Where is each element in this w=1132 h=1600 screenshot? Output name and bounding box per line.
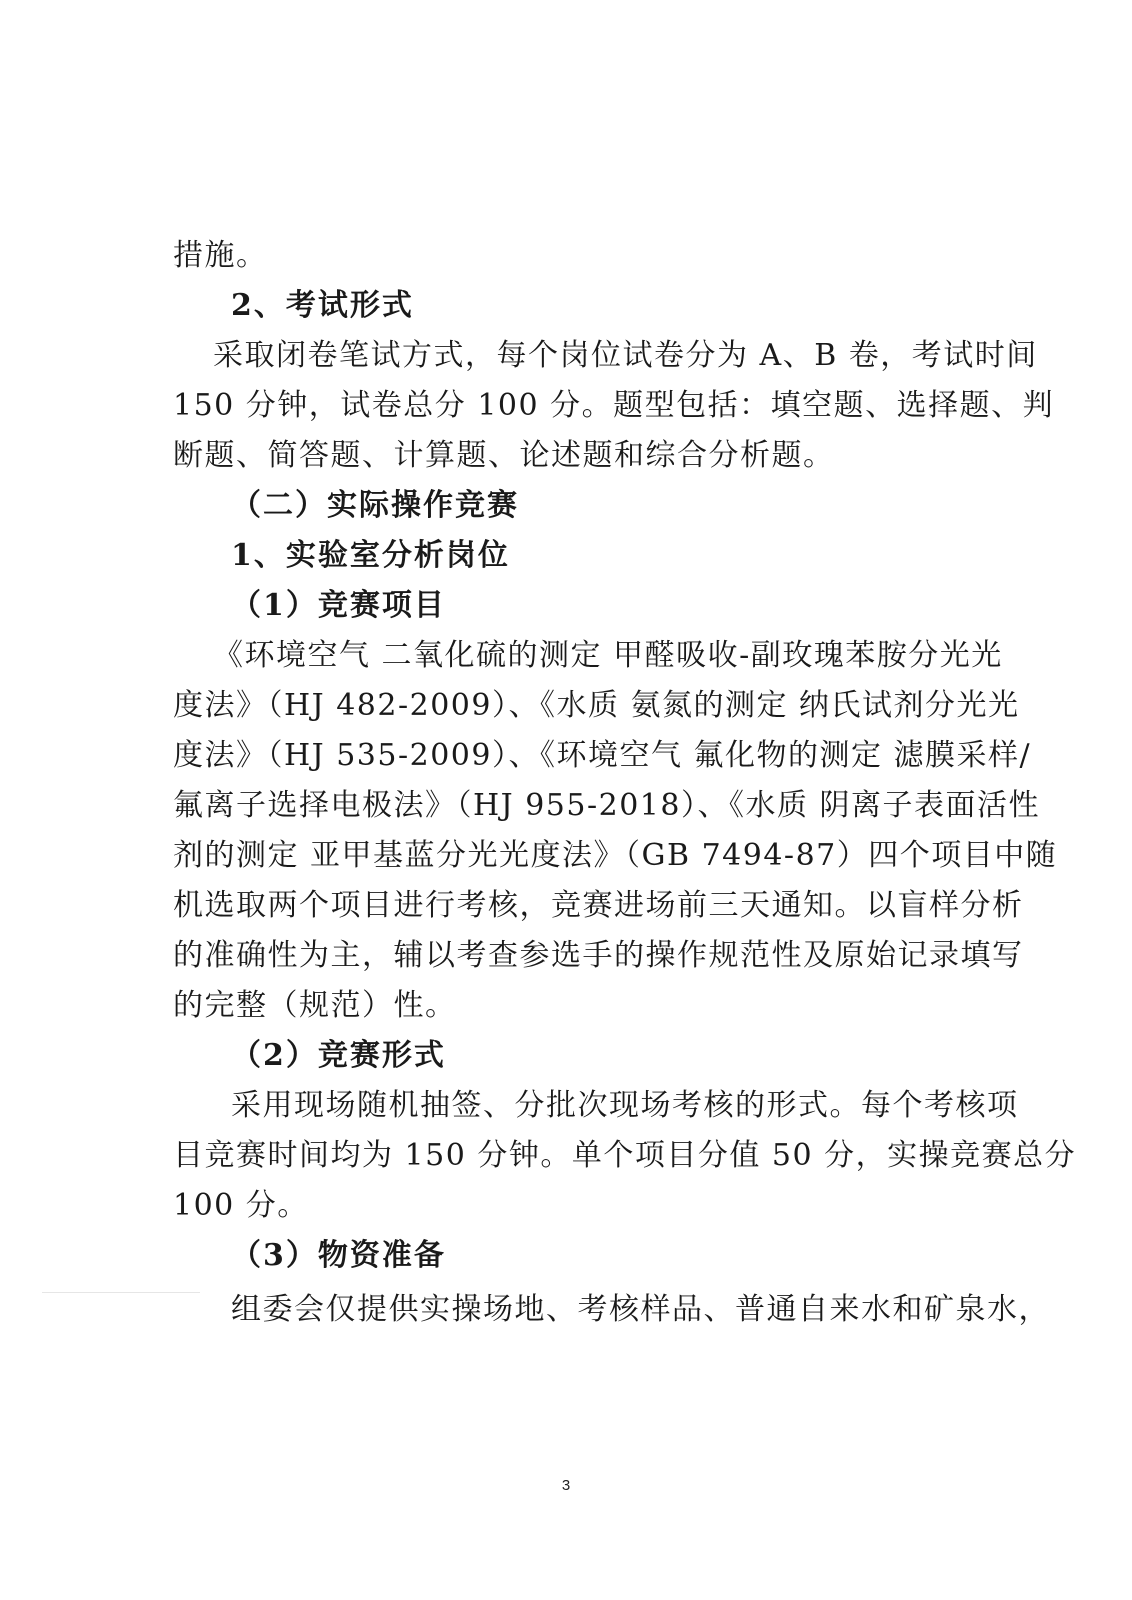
body-line: 断题、简答题、计算题、论述题和综合分析题。 (173, 438, 835, 473)
page-number: 3 (561, 1477, 571, 1494)
body-line: 100 分。 (173, 1188, 309, 1223)
section-heading-practical-competition: （二）实际操作竞赛 (231, 488, 519, 523)
body-line: 采用现场随机抽签、分批次现场考核的形式。每个考核项 (231, 1088, 1019, 1123)
body-line: 度法》（HJ 535-2009）、《环境空气 氟化物的测定 滤膜采样/ (173, 738, 1032, 773)
section-heading-lab-analysis-post: 1、实验室分析岗位 (231, 538, 510, 573)
body-line: 目竞赛时间均为 150 分钟。单个项目分值 50 分，实操竞赛总分 (173, 1138, 1077, 1173)
body-line: 氟离子选择电极法》（HJ 955-2018）、《水质 阴离子表面活性 (173, 788, 1041, 823)
scan-artifact-line (42, 1292, 200, 1293)
section-heading-material-preparation: （3）物资准备 (231, 1238, 446, 1273)
body-line: 的完整（规范）性。 (173, 988, 457, 1023)
body-line: 度法》（HJ 482-2009）、《水质 氨氮的测定 纳氏试剂分光光 (173, 688, 1020, 723)
body-line: 采取闭卷笔试方式，每个岗位试卷分为 A、B 卷，考试时间 (213, 338, 1038, 373)
body-line: 剂的测定 亚甲基蓝分光光度法》（GB 7494-87）四个项目中随 (173, 838, 1058, 873)
body-line: 《环境空气 二氧化硫的测定 甲醛吸收-副玫瑰苯胺分光光 (213, 638, 1003, 673)
section-heading-competition-format: （2）竞赛形式 (231, 1038, 446, 1073)
body-line: 措施。 (173, 238, 268, 273)
section-heading-exam-format: 2、考试形式 (231, 288, 414, 323)
body-line: 机选取两个项目进行考核，竞赛进场前三天通知。以盲样分析 (173, 888, 1024, 923)
body-line: 组委会仅提供实操场地、考核样品、普通自来水和矿泉水， (231, 1292, 1050, 1327)
section-heading-competition-items: （1）竞赛项目 (231, 588, 446, 623)
body-line: 150 分钟，试卷总分 100 分。题型包括：填空题、选择题、判 (173, 388, 1055, 423)
body-line: 的准确性为主，辅以考查参选手的操作规范性及原始记录填写 (173, 938, 1024, 973)
